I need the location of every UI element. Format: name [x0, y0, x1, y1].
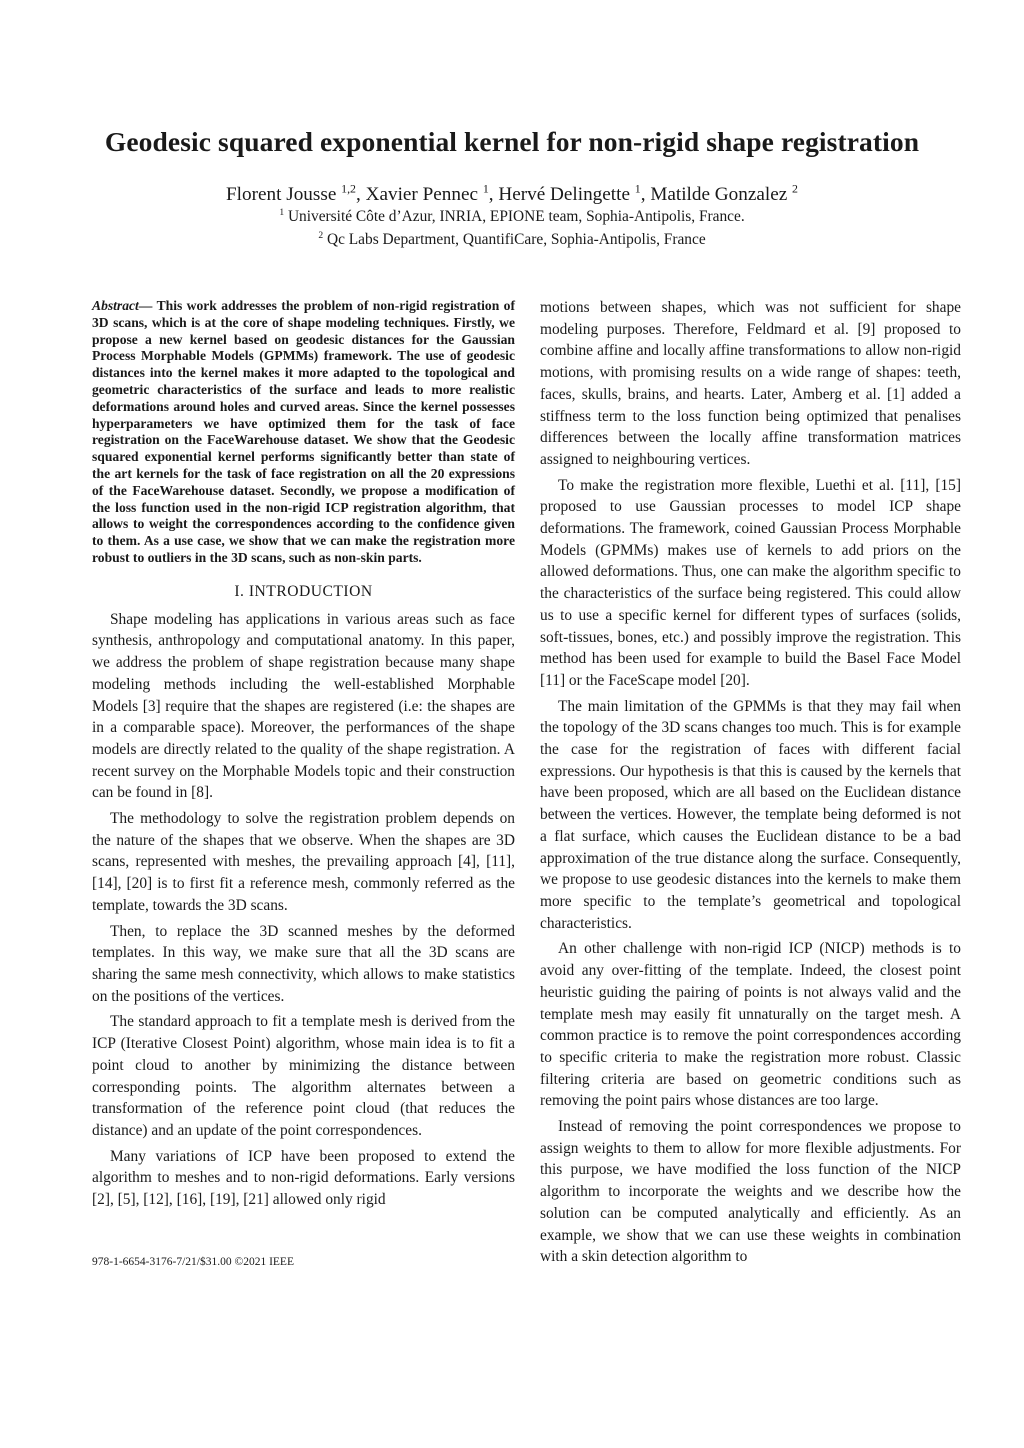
author-line: Florent Jousse $^{1,2}$, Xavier Pennec $^1$, Hervé Delingette $^1$, Matilde Gonzalez $^2$	[226, 181, 798, 205]
abstract	[92, 298, 515, 567]
left-column	[92, 298, 515, 1215]
paragraph: The standard approach to fit a template mesh is derived from the ICP (Iterative Closest Point) algorithm, whose main idea is to fit a point cloud to another by minimizing the distance between corresponding points. The algorithm alternates between a transformation of the reference point cloud (that reduces the distance) and an update of the point correspondences.	[92, 1013, 515, 1139]
copyright-footer: 978-1-6654-3176-7/21/$31.00 ©2021 IEEE	[92, 1256, 294, 1268]
affiliation-mark: 2	[318, 230, 324, 242]
author-name: Florent Jousse	[226, 184, 337, 205]
paragraph: Instead of removing the point correspondences we propose to assign weights to them to allow for more flexible adjustments. For this purpose, we have modified the loss function of the NICP algorithm to incorporate the weights and we describe how the solution can be computed analytically and efficiently. As an example, we show that we can use these weights in combination with a skin detection algorithm to	[540, 1118, 961, 1266]
author-name: Matilde Gonzalez	[650, 184, 788, 205]
affiliation-text: Qc Labs Department, QuantifiCare, Sophia-Antipolis, France	[326, 231, 706, 248]
author-name: Xavier Pennec	[365, 184, 479, 205]
author-affiliation-mark: 2	[792, 181, 798, 196]
paragraph: The main limitation of the GPMMs is that they may fail when the topology of the 3D scans changes too much. This is for example the case for the registration of faces with different facial expressions. Our hypothesis is that this is caused by the kernels that have been proposed, which are all based on the Euclidean distance between the vertices. However, the template being deformed is not a flat surface, which causes the Euclidean distance to be a bad approximation of the true distance along the surface. Consequently, we propose to use geodesic distances into the kernels to make them more specific to the template’s geometrical and topological characteristics.	[540, 697, 961, 932]
paragraph: Shape modeling has applications in various areas such as face synthesis, anthropology and computational anatomy. In this paper, we address the problem of shape registration because many shape modeling methods including the well-established Morphable Models [3] require that the shapes are registered (i.e: the shapes are in a comparable space). Moreover, the performances of the shape models are directly related to the quality of the shape registration. A recent survey on the Morphable Models topic and their construction can be found in [8].	[92, 610, 515, 802]
paragraph: Many variations of ICP have been proposed to extend the algorithm to meshes and to non-rigid deformations. Early versions [2], [5], [12], [16], [19], [21] allowed only rigid	[92, 1147, 515, 1209]
paragraph: motions between shapes, which was not sufficient for shape modeling purposes. Therefore, Feldmard et al. [9] proposed to combine affine and locally affine transformations to allow non-rigid motions, with promising results on a wide range of shapes: teeth, faces, skulls, brains, and hearts. Later, Amberg et al. [1] added a stiffness term to the loss function being optimized that penalises differences between the locally affine transformation matrices assigned to neighbouring vertices.	[540, 299, 961, 468]
paragraph: An other challenge with non-rigid ICP (NICP) methods is to avoid any over-fitting of the template. Indeed, the closest point heuristic guiding the pairing of points is not always valid and the template mesh may easily fit unnaturally on the target mesh. A common practice is to remove the point correspondences according to specific criteria to make the registration more robust. Classic filtering criteria are based on geometric conditions such as removing the point pairs whose distances are too large.	[540, 940, 961, 1110]
affiliation-mark: 1	[279, 207, 285, 219]
affiliation	[0, 208, 1024, 226]
paper-title: Geodesic squared exponential kernel for non-rigid shape registration	[104, 126, 920, 157]
affiliation	[0, 231, 1024, 249]
section-heading: I. INTRODUCTION	[234, 582, 373, 600]
author-affiliation-mark: 1	[634, 181, 641, 196]
author-affiliation-mark: 1	[482, 181, 489, 196]
abstract-text: This work addresses the problem of non-rigid registration of 3D scans, which is at the core of shape modeling techniques. Firstly, we propose a new kernel based on geodesic distances for the Gaussian Process Morphable Models (GPMMs) framework. The use of geodesic distances into the kernel makes it more adapted to the topological and geometric characteristics of the surface and leads to more realistic deformations around holes and curved areas. Since the kernel possesses hyperparameters we have optimized them for the task of face registration on the FaceWarehouse dataset. We show that the Geodesic squared exponential kernel performs significantly better than state of the art kernels for the task of face registration on all the 20 expressions of the FaceWarehouse dataset. Secondly, we propose a modification of the loss function used in the non-rigid ICP registration algorithm, that allows to weight the correspondences according to the confidence given to them. As a use case, we show that we can make the registration more robust to outliers in the 3D scans, such as non-skin parts.	[92, 298, 515, 565]
abstract-label: Abstract—	[92, 298, 153, 313]
affiliation-text: Université Côte d’Azur, INRIA, EPIONE team, Sophia-Antipolis, France.	[287, 208, 745, 225]
right-column	[540, 297, 961, 1272]
paragraph: The methodology to solve the registration problem depends on the nature of the shapes that we observe. When the shapes are 3D scans, represented with meshes, the prevailing approach [4], [11], [14], [20] is to first fit a reference mesh, commonly referred as the template, towards the 3D scans.	[92, 810, 515, 914]
paragraph: To make the registration more flexible, Luethi et al. [11], [15] proposed to use Gaussian processes to model ICP shape deformations. The framework, coined Gaussian Process Morphable Models (GPMMs) makes use of kernels to add priors on the allowed deformations. Thus, one can make the algorithm specific to the characteristics of the surface being registered. This could allow us to use a specific kernel for different types of surfaces (solids, soft-tissues, bones, etc.) and possibly improve the registration. This method has been used for example to build the Basel Face Model [11] or the FaceScape model [20].	[540, 476, 961, 689]
paragraph: Then, to replace the 3D scanned meshes by the deformed templates. In this way, we make sure that all the 3D scans are sharing the same mesh connectivity, which allows to make statistics on the positions of the vertices.	[92, 922, 515, 1005]
author-affiliation-mark: 1,2	[341, 181, 357, 196]
author-name: Hervé Delingette	[498, 184, 630, 205]
